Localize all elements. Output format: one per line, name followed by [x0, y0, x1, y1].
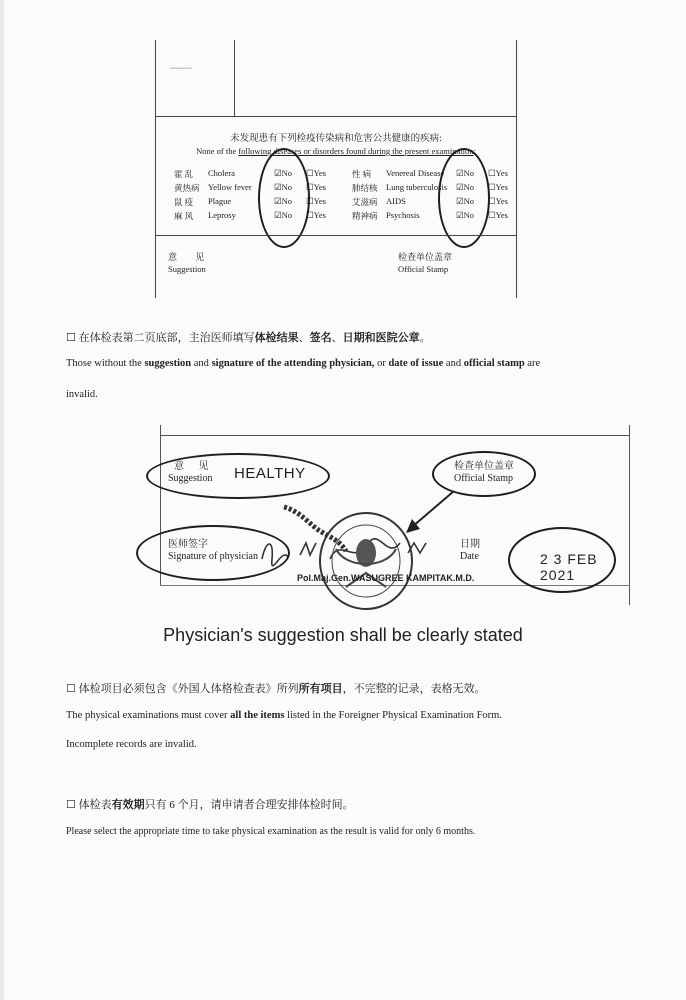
suggestion-label-zh: 意 见 — [174, 461, 215, 472]
note-1-zh: ☐ 在体检表第二页底部，主治医师填写体检结果、签名、日期和医院公章。 — [66, 332, 431, 344]
form-border — [160, 435, 630, 436]
suggestion-label-zh: 意 见 — [168, 252, 213, 262]
suggestion-value: HEALTHY — [234, 465, 306, 482]
highlight-ring — [146, 453, 330, 499]
note-2-zh: ☐ 体检项目必须包含《外国人体格检查表》所列所有项目，不完整的记录，表格无效。 — [66, 683, 486, 695]
disease-title-zh: 未发现患有下列检疫传染病和危害公共健康的疾病: — [230, 134, 442, 144]
scan-edge — [0, 0, 4, 1000]
table-line — [156, 116, 516, 117]
highlight-ring — [258, 148, 310, 248]
disease-row: 艾滋病 AIDS ☑No ☐Yes — [352, 196, 508, 207]
cropped-text: ~~~~~ — [170, 64, 192, 73]
disease-table-figure — [155, 40, 517, 298]
disease-title-en: None of the following diseases or disorders found during the present examination: — [196, 146, 476, 156]
note-1-en-line-1: Those without the suggestion and signature of the attending physician, or date of issue and official stamp are — [66, 358, 541, 369]
signature-label-en: Signature of physician — [168, 551, 258, 562]
note-3-en: Please select the appropriate time to take physical examination as the result is valid for only 6 months. — [66, 826, 476, 837]
disease-row: 霍 乱 Cholera ☑No ☐Yes — [174, 168, 326, 179]
date-label-en: Date — [460, 551, 479, 562]
stamp-label-en: Official Stamp — [398, 264, 449, 274]
note-1-en-line-2: invalid. — [66, 389, 98, 400]
disease-row: 麻 风 Leprosy ☑No ☐Yes — [174, 210, 326, 221]
disease-row: 肺结核 Lung tuberculosis ☑No ☐Yes — [352, 182, 508, 193]
note-2-en-line-2: Incomplete records are invalid. — [66, 739, 197, 750]
disease-row: 精神病 Psychosis ☑No ☐Yes — [352, 210, 508, 221]
signature-label-zh: 医师签字 — [168, 539, 208, 550]
disease-row: 黄热病 Yellow fever ☑No ☐Yes — [174, 182, 326, 193]
date-value: 2 3 FEB 2021 — [540, 551, 598, 583]
stamp-label-zh: 检查单位盖章 — [454, 461, 514, 472]
physician-name: Pol.Maj.Gen.WASUGREE KAMPITAK.M.D. — [297, 573, 475, 583]
ornament-icon — [280, 501, 350, 553]
suggestion-label-en: Suggestion — [168, 473, 213, 484]
date-label-zh: 日期 — [460, 539, 480, 550]
table-line — [156, 235, 516, 236]
note-3-zh: ☐ 体检表有效期只有 6 个月，请申请者合理安排体检时间。 — [66, 799, 354, 811]
disease-row: 性 病 Venereal Disease ☑No ☐Yes — [352, 168, 508, 179]
highlight-ring — [508, 527, 616, 593]
note-2-en-line-1: The physical examinations must cover all the items listed in the Foreigner Physical Examination Form. — [66, 710, 502, 721]
table-divider — [234, 40, 235, 116]
stamp-label-zh: 检查单位盖章 — [398, 252, 453, 262]
highlight-ring — [438, 148, 490, 248]
stamp-label-en: Official Stamp — [454, 473, 513, 484]
disease-row: 鼠 疫 Plague ☑No ☐Yes — [174, 196, 326, 207]
suggestion-label-en: Suggestion — [168, 264, 206, 274]
figure-caption: Physician's suggestion shall be clearly stated — [163, 625, 523, 645]
form-sample-figure — [160, 425, 630, 615]
